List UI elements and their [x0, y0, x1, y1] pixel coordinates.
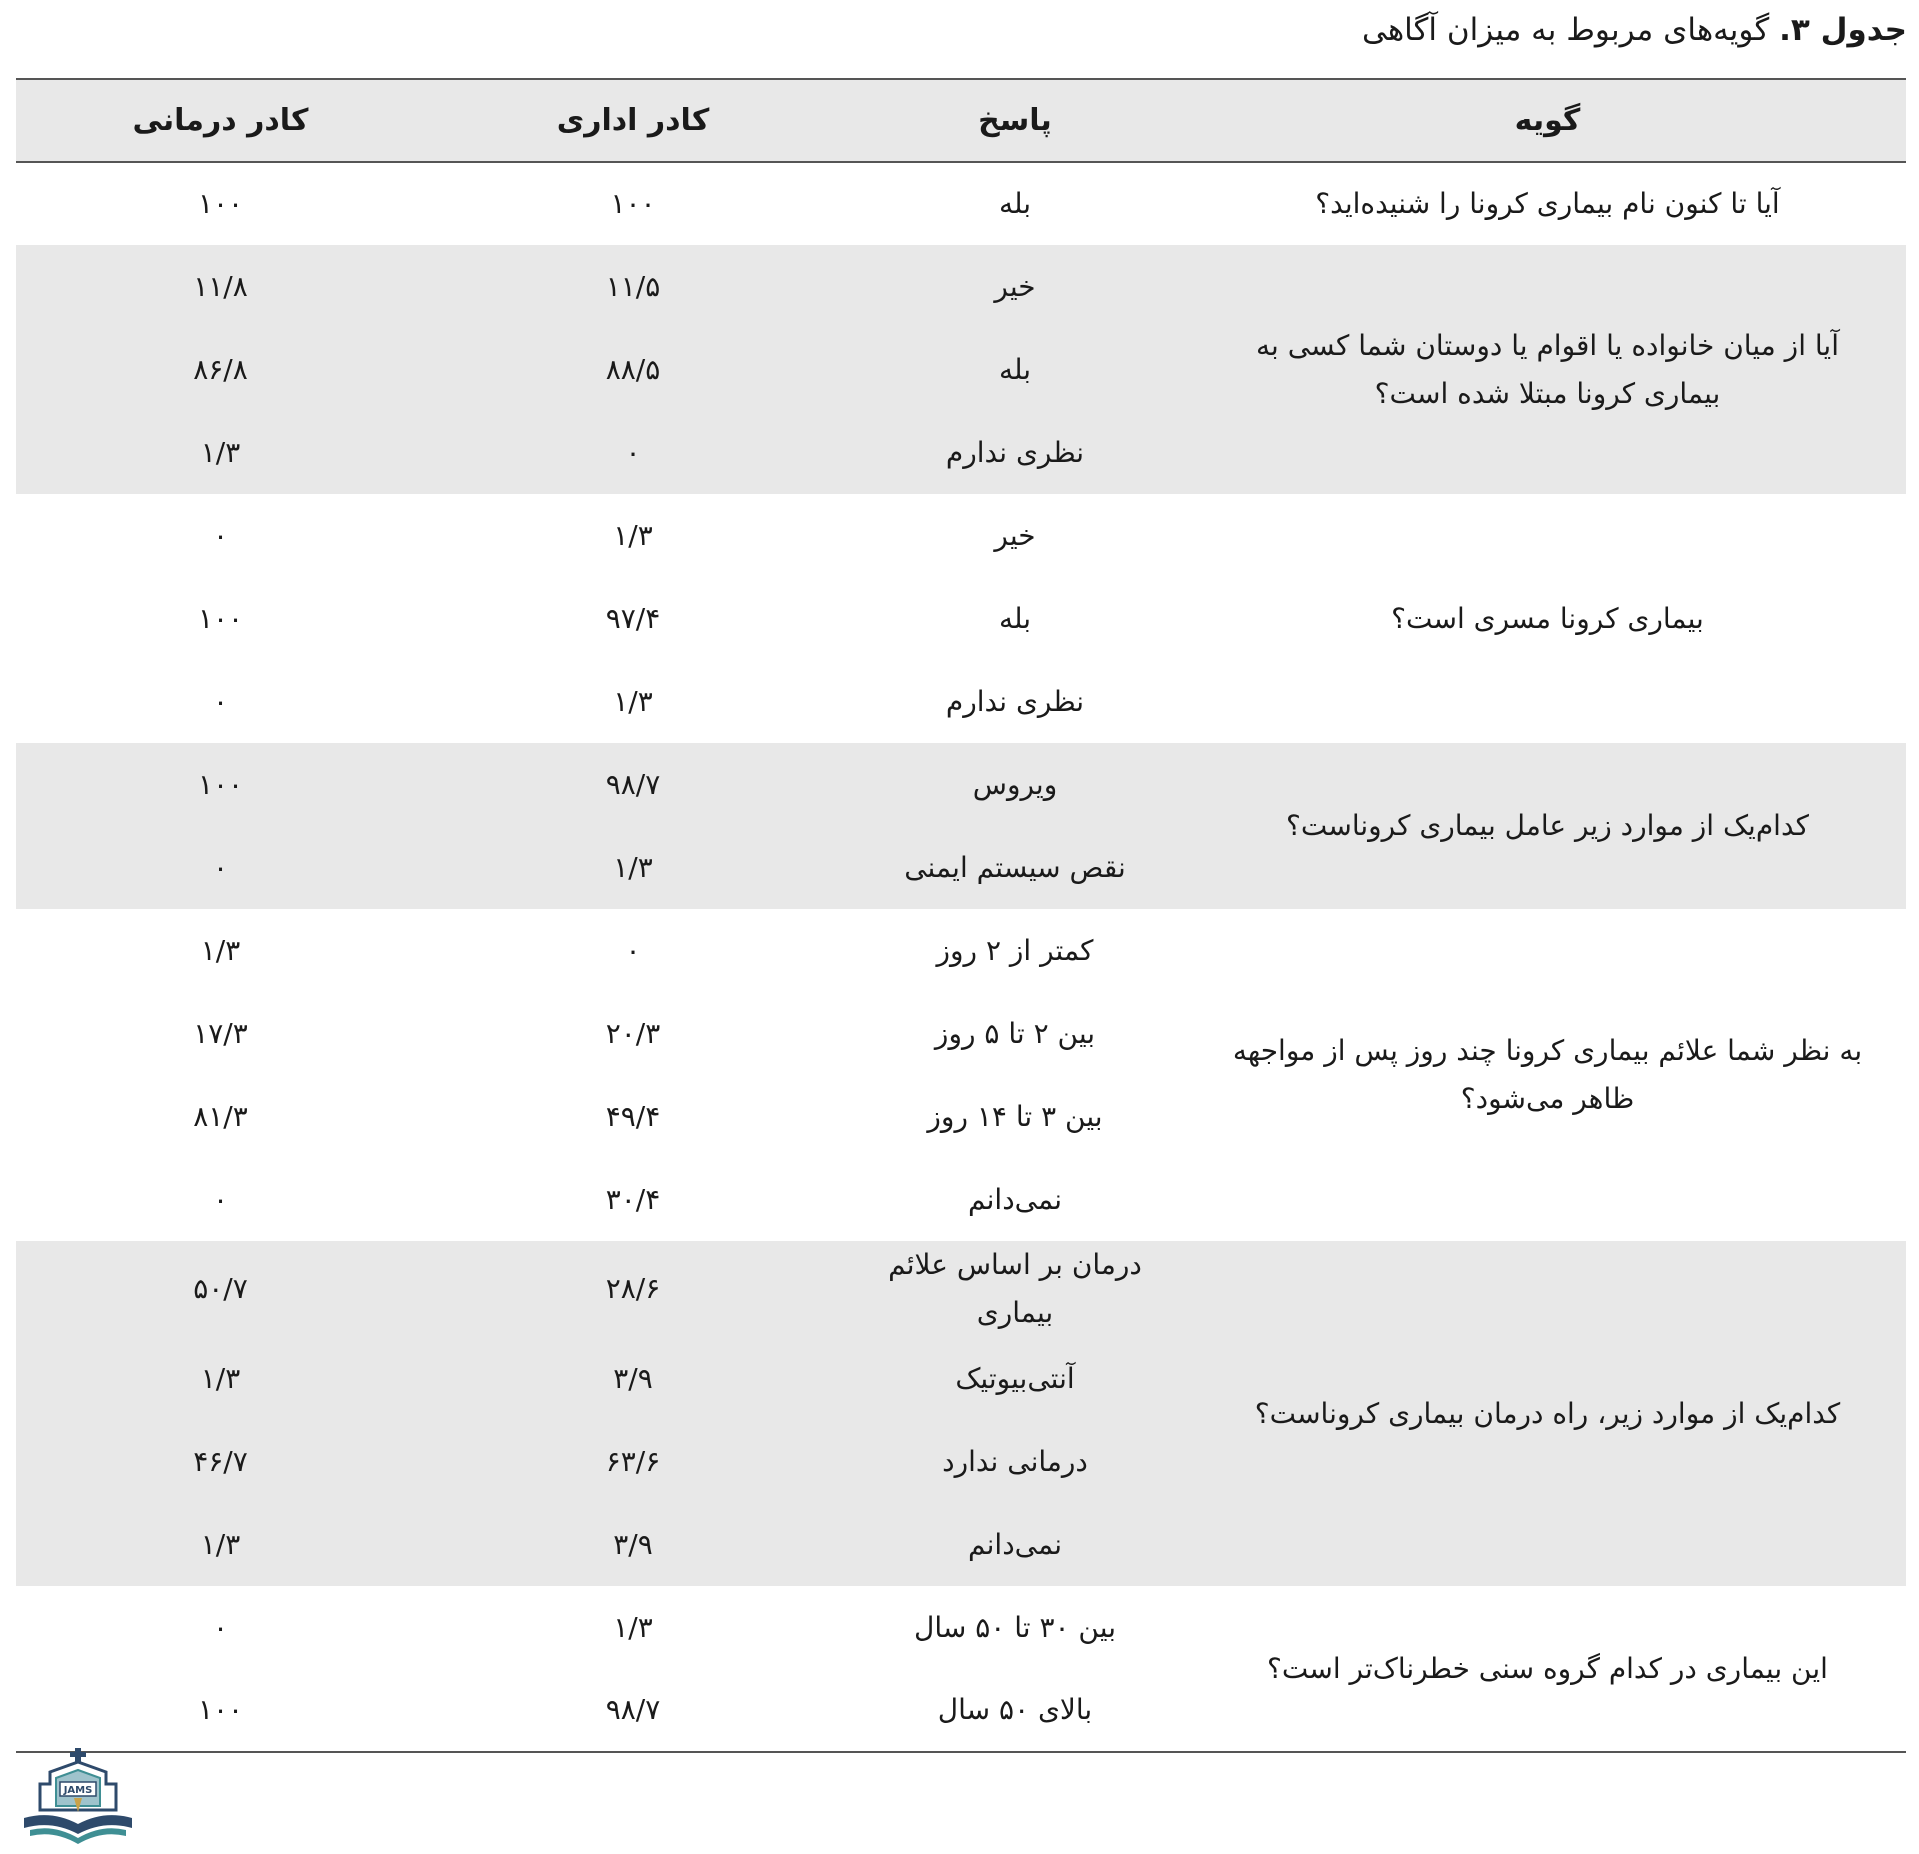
office-value: ۰: [625, 435, 641, 469]
medical-value: ۸۱/۳: [193, 1099, 248, 1133]
office-value: ۱۰۰: [610, 187, 656, 220]
answer-cell: بین ۳ تا ۱۴ روز: [927, 1099, 1103, 1133]
logo-text: JAMS: [63, 1785, 93, 1796]
office-value: ۳/۹: [613, 1361, 653, 1395]
question-cell: آیا تا کنون نام بیماری کرونا را شنیده‌اید؟: [1315, 187, 1780, 220]
medical-value: ۱۰۰: [197, 767, 244, 801]
medical-value: ۱۰۰: [16, 1669, 425, 1752]
answer-cell: نمی‌دانم: [968, 1527, 1062, 1561]
header-medical-staff: کادر درمانی: [132, 103, 309, 138]
office-value: ۱/۳: [613, 850, 653, 884]
answer-cell: نقص سیستم ایمنی: [904, 850, 1126, 884]
answer-cell: آنتی‌بیوتیک: [955, 1361, 1075, 1395]
table-row: [16, 909, 1906, 992]
question-group: [16, 494, 1906, 743]
question-group: [16, 743, 1906, 909]
question-group: [16, 1586, 1906, 1752]
caption-label: جدول ۳.: [1779, 12, 1907, 48]
medical-value: ۰: [212, 1182, 229, 1216]
question-cell: کدام‌یک از موارد زیر، راه درمان بیماری کروناست؟: [1254, 1396, 1841, 1430]
answer-cell: بالای ۵۰ سال: [841, 1669, 1189, 1752]
medical-value: ۴۶/۷: [193, 1444, 248, 1478]
header-item: گویه: [1514, 103, 1581, 138]
answer-cell: درمانی ندارد: [942, 1444, 1088, 1478]
office-value: ۱۱/۵: [605, 269, 661, 303]
medical-value: ۱/۳: [200, 435, 241, 469]
question-group: [16, 162, 1906, 245]
office-value: ۴۹/۴: [605, 1099, 661, 1133]
question-cell: این بیماری در کدام گروه سنی خطرناک‌تر است؟: [1189, 1586, 1906, 1752]
question-group: [16, 245, 1906, 494]
question-cell: آیا از میان خانواده یا اقوام یا دوستان شما کسی به بیماری کرونا مبتلا شده است؟: [1256, 328, 1839, 410]
table-row: [16, 494, 1906, 577]
caption-text: گویه‌های مربوط به میزان آگاهی: [1362, 12, 1770, 48]
header-office-staff: کادر اداری: [556, 103, 710, 138]
question-cell: بیماری کرونا مسری است؟: [1391, 601, 1704, 635]
table-row: [16, 1241, 1906, 1337]
medical-value: ۸۶/۸: [193, 352, 248, 386]
office-value: ۶۳/۶: [605, 1444, 661, 1478]
answer-cell: نظری ندارم: [945, 435, 1085, 469]
office-value: ۸۸/۵: [605, 352, 661, 386]
answer-cell: نمی‌دانم: [968, 1182, 1062, 1216]
medical-value: ۰: [212, 684, 229, 718]
table-row: [16, 162, 1906, 245]
office-value: ۳۰/۴: [605, 1182, 661, 1216]
question-cell: کدام‌یک از موارد زیر عامل بیماری کروناست؟: [1286, 809, 1809, 842]
office-value: ۲۰/۳: [605, 1016, 661, 1050]
answer-cell: بین ۲ تا ۵ روز: [934, 1016, 1096, 1050]
medical-value: ۱۰۰: [197, 601, 244, 635]
office-value: ۲۸/۶: [605, 1272, 661, 1305]
question-group: [16, 909, 1906, 1241]
office-value: ۱/۳: [613, 518, 653, 552]
answer-cell: کمتر از ۲ روز: [936, 933, 1094, 967]
answer-cell: درمان بر اساس علائم بیماری: [888, 1248, 1142, 1329]
answer-cell: بله: [998, 187, 1032, 220]
answer-cell: خیر: [994, 518, 1036, 552]
office-value: ۹۸/۷: [425, 1669, 841, 1752]
answer-cell: بله: [998, 352, 1032, 386]
awareness-table: [16, 78, 1906, 1753]
table-row: [16, 1586, 1906, 1669]
jams-logo-icon: [16, 1748, 140, 1846]
medical-value: ۵۰/۷: [193, 1272, 248, 1305]
table-header: [16, 79, 1906, 162]
medical-value: ۱/۳: [200, 933, 241, 967]
question-group: [16, 1241, 1906, 1586]
medical-value: ۱/۳: [200, 1361, 241, 1395]
office-value: ۱/۳: [613, 1610, 653, 1644]
answer-cell: بین ۳۰ تا ۵۰ سال: [914, 1610, 1116, 1644]
question-cell: به نظر شما علائم بیماری کرونا چند روز پس از مواجهه ظاهر می‌شود؟: [1232, 1034, 1863, 1115]
medical-value: ۰: [212, 850, 229, 884]
medical-value: ۱۰۰: [197, 187, 244, 220]
header-answer: پاسخ: [978, 103, 1052, 138]
table-row: [16, 245, 1906, 328]
medical-value: ۰: [212, 518, 229, 552]
jams-logo: [16, 1748, 140, 1846]
medical-value: ۱۷/۳: [193, 1016, 248, 1050]
office-value: ۱/۳: [613, 684, 653, 718]
answer-cell: نظری ندارم: [945, 684, 1085, 718]
medical-value: ۱/۳: [200, 1527, 241, 1561]
office-value: ۰: [625, 933, 641, 967]
table-caption: [1362, 8, 1907, 52]
office-value: ۳/۹: [613, 1527, 653, 1561]
medical-value: ۱۱/۸: [193, 269, 248, 303]
medical-value: ۰: [212, 1610, 229, 1644]
answer-cell: خیر: [994, 269, 1036, 303]
answer-cell: ویروس: [972, 767, 1058, 801]
answer-cell: بله: [998, 601, 1032, 635]
table-row: [16, 743, 1906, 826]
office-value: ۹۷/۴: [605, 601, 661, 635]
office-value: ۹۸/۷: [605, 767, 661, 801]
